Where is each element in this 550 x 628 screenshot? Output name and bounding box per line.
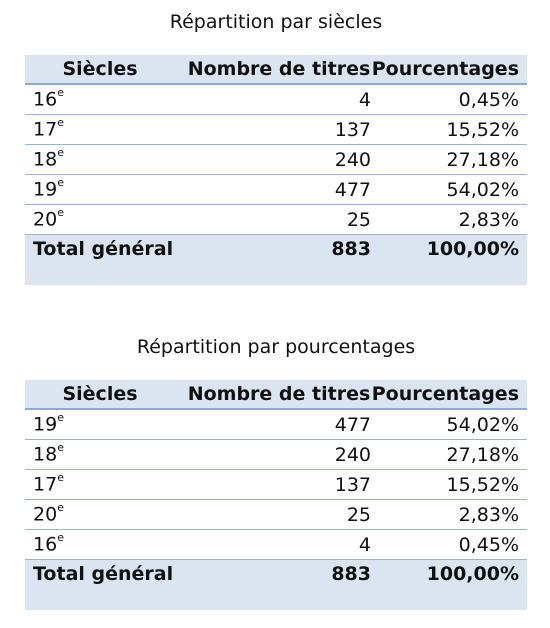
- total-percentage: 100,00%: [426, 563, 519, 585]
- century-cell: 20e: [33, 501, 64, 526]
- century-superscript: e: [57, 441, 64, 455]
- century-cell: 17e: [33, 471, 64, 496]
- percentage-cell: 15,52%: [446, 473, 519, 496]
- percentage-cell: 2,83%: [458, 503, 519, 526]
- percentage-cell: 54,02%: [446, 178, 519, 201]
- table-row: [25, 85, 527, 115]
- century-superscript: e: [57, 146, 64, 160]
- century-cell: 18e: [33, 146, 64, 171]
- total-count: 883: [331, 238, 371, 260]
- header-centuries: Siècles: [62, 383, 138, 405]
- century-cell: 17e: [33, 116, 64, 141]
- century-cell: 19e: [33, 411, 64, 436]
- count-cell: 477: [334, 413, 371, 436]
- count-cell: 4: [358, 88, 371, 111]
- table-row: [25, 145, 527, 175]
- century-superscript: e: [57, 501, 64, 515]
- table-row: [25, 530, 527, 560]
- total-percentage: 100,00%: [426, 238, 519, 260]
- century-cell: 19e: [33, 176, 64, 201]
- percentage-cell: 15,52%: [446, 118, 519, 141]
- century-superscript: e: [57, 86, 64, 100]
- total-label: Total général: [33, 563, 174, 585]
- header-centuries: Siècles: [62, 58, 138, 80]
- table-block-by-century: [25, 0, 527, 285]
- century-cell: 18e: [33, 441, 64, 466]
- data-table: [25, 380, 527, 610]
- count-cell: 137: [334, 473, 371, 496]
- percentage-cell: 0,45%: [458, 533, 519, 556]
- count-cell: 477: [334, 178, 371, 201]
- total-row: [25, 560, 527, 610]
- table-block-by-percentage: [25, 325, 527, 610]
- century-cell: 20e: [33, 206, 64, 231]
- table-title: Répartition par pourcentages: [136, 336, 416, 358]
- total-row: [25, 235, 527, 285]
- century-superscript: e: [57, 176, 64, 190]
- count-cell: 25: [346, 208, 371, 231]
- data-table: [25, 55, 527, 285]
- table-row: [25, 470, 527, 500]
- count-cell: 240: [334, 443, 371, 466]
- header-percentages: Pourcentages: [371, 58, 519, 80]
- header-row: [25, 55, 527, 85]
- table-row: [25, 175, 527, 205]
- century-superscript: e: [57, 206, 64, 220]
- percentage-cell: 0,45%: [458, 88, 519, 111]
- count-cell: 240: [334, 148, 371, 171]
- total-label: Total général: [33, 238, 174, 260]
- count-cell: 4: [358, 533, 371, 556]
- count-cell: 25: [346, 503, 371, 526]
- table-row: [25, 115, 527, 145]
- table-row: [25, 440, 527, 470]
- table-title: Répartition par siècles: [169, 11, 383, 33]
- century-cell: 16e: [33, 531, 64, 556]
- century-cell: 16e: [33, 86, 64, 111]
- header-title-count: Nombre de titres: [187, 58, 371, 80]
- century-superscript: e: [57, 116, 64, 130]
- percentage-cell: 27,18%: [446, 148, 519, 171]
- percentage-cell: 2,83%: [458, 208, 519, 231]
- header-row: [25, 380, 527, 410]
- century-superscript: e: [57, 471, 64, 485]
- table-row: [25, 205, 527, 235]
- count-cell: 137: [334, 118, 371, 141]
- table-row: [25, 410, 527, 440]
- total-count: 883: [331, 563, 371, 585]
- table-row: [25, 500, 527, 530]
- header-percentages: Pourcentages: [371, 383, 519, 405]
- century-superscript: e: [57, 411, 64, 425]
- percentage-cell: 54,02%: [446, 413, 519, 436]
- percentage-cell: 27,18%: [446, 443, 519, 466]
- century-superscript: e: [57, 531, 64, 545]
- header-title-count: Nombre de titres: [187, 383, 371, 405]
